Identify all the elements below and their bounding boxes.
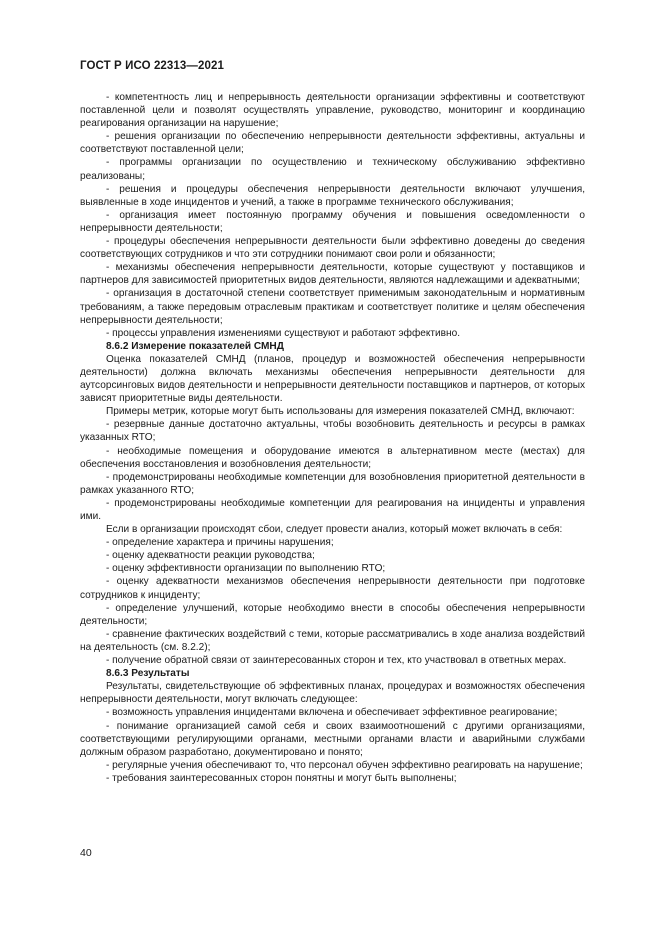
list-item: - процедуры обеспечения непрерывности деятельности были эффективно доведены до сведения соответствующих сотрудников и что эти сотрудники понимают свои роли и обязанности; <box>80 236 585 261</box>
list-item: - необходимые помещения и оборудование имеются в альтернативном месте (местах) для обеспечения восстановления и возобновления деятельности; <box>80 445 585 470</box>
section-heading-8-6-3: 8.6.3 Результаты <box>106 668 190 680</box>
list-item: - программы организации по осуществлению и техническому обслуживанию эффективно реализованы; <box>80 157 585 182</box>
list-item: - определение улучшений, которые необходимо внести в способы обеспечения непрерывности деятельности; <box>80 602 585 627</box>
paragraph: Примеры метрик, которые могут быть использованы для измерения показателей СМНД, включают: <box>106 406 575 418</box>
list-item: - сравнение фактических воздействий с теми, которые рассматривались в ходе анализа воздействий на деятельность (см. 8.2.2); <box>80 628 585 653</box>
list-item: - требования заинтересованных сторон понятны и могут быть выполнены; <box>106 772 457 784</box>
list-item: - регулярные учения обеспечивают то, что персонал обучен эффективно реагировать на нарушение; <box>106 759 583 771</box>
list-item: - организация в достаточной степени соответствует применимым законодательным и нормативным требованиям, а также передовым отраслевым практикам и соответствует политике и целям обеспечения непрерывности деятельности; <box>80 288 585 326</box>
list-item: - продемонстрированы необходимые компетенции для реагирования на инциденты и управления ими. <box>80 497 585 522</box>
list-item: - решения и процедуры обеспечения непрерывности деятельности включают улучшения, выявленные в ходе инцидентов и учений, а также в программе технического обслуживания; <box>80 183 585 208</box>
paragraph: Если в организации происходят сбои, следует провести анализ, который может включать в себя: <box>106 524 563 536</box>
list-item: - процессы управления изменениями существуют и работают эффективно. <box>106 327 461 339</box>
paragraph: Результаты, свидетельствующие об эффективных планах, процедурах и возможностях обеспечения непрерывности деятельности, могут включать следующее: <box>80 681 585 706</box>
list-item: - продемонстрированы необходимые компетенции для возобновления приоритетной деятельности в рамках указанного RTO; <box>80 471 585 496</box>
paragraph: Оценка показателей СМНД (планов, процедур и возможностей обеспечения непрерывности деятельности) должна включать механизмы обеспечения непрерывности деятельности для аутсорсинговых видов деятельности и непрерывности деятельности поставщиков и партнеров, от которых зависят приоритетные виды деятельности. <box>80 353 585 405</box>
list-item: - понимание организацией самой себя и своих взаимоотношений с другими организациями, соответствующими регулирующими органами, местными органами власти и аварийными службами должным образом разработано, документировано и понято; <box>80 720 585 758</box>
page-content <box>80 91 585 785</box>
list-item: - механизмы обеспечения непрерывности деятельности, которые существуют у поставщиков и партнеров для зависимостей приоритетных видов деятельности, являются надлежащими и адекватными; <box>80 262 585 287</box>
list-item: - оценку адекватности механизмов обеспечения непрерывности деятельности при подготовке сотрудников к инциденту; <box>80 576 585 601</box>
list-item: - решения организации по обеспечению непрерывности деятельности эффективны, актуальны и соответствуют поставленной цели; <box>80 131 585 156</box>
section-heading-8-6-2: 8.6.2 Измерение показателей СМНД <box>106 340 284 352</box>
list-item: - оценку эффективности организации по выполнению RTO; <box>106 563 386 575</box>
list-item: - резервные данные достаточно актуальны, чтобы возобновить деятельность и ресурсы в рамках указанных RTO; <box>80 419 585 444</box>
list-item: - получение обратной связи от заинтересованных сторон и тех, кто участвовал в ответных мерах. <box>106 655 567 667</box>
list-item: - возможность управления инцидентами включена и обеспечивает эффективное реагирование; <box>106 707 558 719</box>
page-number: 40 <box>80 847 92 859</box>
list-item: - оценку адекватности реакции руководства; <box>106 550 315 562</box>
list-item: - организация имеет постоянную программу обучения и повышения осведомленности о непрерывности деятельности; <box>80 209 585 234</box>
list-item: - компетентность лиц и непрерывность деятельности организации эффективны и соответствуют поставленной цели и позволят осуществлять управление, руководство, мониторинг и координацию реагирования организации на нарушение; <box>80 92 585 130</box>
list-item: - определение характера и причины нарушения; <box>106 537 334 549</box>
document-header: ГОСТ Р ИСО 22313—2021 <box>80 60 225 72</box>
